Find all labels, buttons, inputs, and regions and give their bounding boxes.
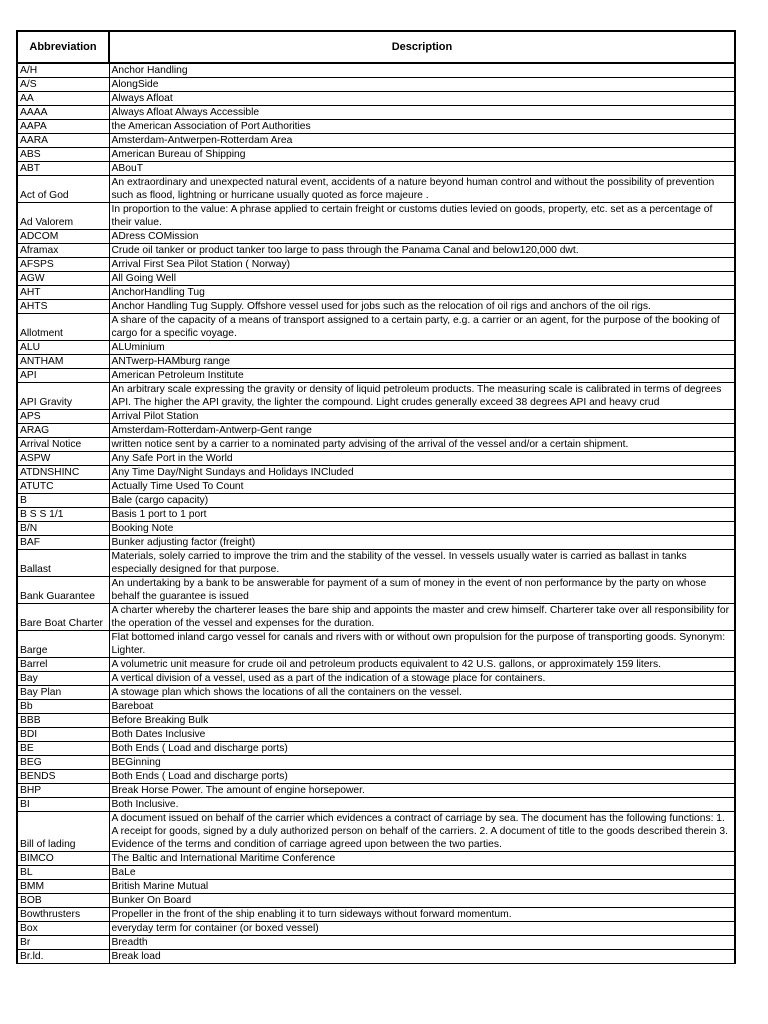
- abbreviation-cell: BE: [17, 742, 109, 756]
- description-cell: ALUminium: [109, 341, 735, 355]
- abbreviation-cell: BMM: [17, 880, 109, 894]
- table-row: [17, 424, 735, 438]
- abbreviation-cell: Bay: [17, 672, 109, 686]
- abbreviation-cell: AHT: [17, 286, 109, 300]
- description-cell: Booking Note: [109, 522, 735, 536]
- abbreviation-cell: BIMCO: [17, 852, 109, 866]
- abbreviation-cell: BL: [17, 866, 109, 880]
- table-row: [17, 106, 735, 120]
- table-row: [17, 770, 735, 784]
- table-row: [17, 894, 735, 908]
- description-cell: the American Association of Port Authorities: [109, 120, 735, 134]
- abbreviation-cell: BAF: [17, 536, 109, 550]
- abbreviation-cell: BBB: [17, 714, 109, 728]
- abbreviation-cell: Barrel: [17, 658, 109, 672]
- table-row: [17, 866, 735, 880]
- abbreviation-cell: AHTS: [17, 300, 109, 314]
- description-cell: Break load: [109, 950, 735, 964]
- description-column-header: Description: [109, 31, 735, 63]
- abbreviations-table: [16, 30, 736, 964]
- description-cell: Bale (cargo capacity): [109, 494, 735, 508]
- description-cell: Before Breaking Bulk: [109, 714, 735, 728]
- abbreviation-cell: Ballast: [17, 550, 109, 577]
- description-cell: Breadth: [109, 936, 735, 950]
- description-cell: Always Afloat Always Accessible: [109, 106, 735, 120]
- abbreviation-cell: AAAA: [17, 106, 109, 120]
- description-cell: A volumetric unit measure for crude oil and petroleum products equivalent to 42 U.S. gallons, or approximately 159 liters.: [109, 658, 735, 672]
- description-cell: Materials, solely carried to improve the trim and the stability of the vessel. In vessels usually water is carried as ballast in tanks especially designed for that purpose.: [109, 550, 735, 577]
- table-row: [17, 936, 735, 950]
- table-row: [17, 438, 735, 452]
- description-cell: AnchorHandling Tug: [109, 286, 735, 300]
- table-row: [17, 300, 735, 314]
- table-row: [17, 120, 735, 134]
- table-row: [17, 272, 735, 286]
- abbreviation-cell: ADCOM: [17, 230, 109, 244]
- description-cell: AlongSide: [109, 78, 735, 92]
- table-row: [17, 92, 735, 106]
- abbreviation-cell: Barge: [17, 631, 109, 658]
- description-cell: Bunker adjusting factor (freight): [109, 536, 735, 550]
- description-cell: Both Inclusive.: [109, 798, 735, 812]
- table-row: [17, 244, 735, 258]
- table-row: [17, 508, 735, 522]
- abbreviation-cell: A/S: [17, 78, 109, 92]
- description-cell: ABouT: [109, 162, 735, 176]
- abbreviation-cell: B: [17, 494, 109, 508]
- table-row: [17, 658, 735, 672]
- table-row: [17, 522, 735, 536]
- table-row: [17, 714, 735, 728]
- abbreviation-cell: Ad Valorem: [17, 203, 109, 230]
- table-row: [17, 410, 735, 424]
- description-cell: Always Afloat: [109, 92, 735, 106]
- abbreviation-cell: Br.ld.: [17, 950, 109, 964]
- abbreviation-cell: Bank Guarantee: [17, 577, 109, 604]
- abbreviation-cell: API Gravity: [17, 383, 109, 410]
- description-cell: American Petroleum Institute: [109, 369, 735, 383]
- abbreviation-cell: ALU: [17, 341, 109, 355]
- description-cell: Amsterdam-Antwerpen-Rotterdam Area: [109, 134, 735, 148]
- table-row: [17, 314, 735, 341]
- description-cell: An extraordinary and unexpected natural event, accidents of a nature beyond human control and without the possibility of prevention such as flood, lightning or hurricane usually quoted as force majeure .: [109, 176, 735, 203]
- abbreviation-cell: ATDNSHINC: [17, 466, 109, 480]
- table-row: [17, 631, 735, 658]
- description-cell: In proportion to the value: A phrase applied to certain freight or customs duties levied on goods, property, etc. set as a percentage of their value.: [109, 203, 735, 230]
- description-cell: Flat bottomed inland cargo vessel for canals and rivers with or without own propulsion for the purpose of transporting goods. Synonym: Lighter.: [109, 631, 735, 658]
- table-row: [17, 148, 735, 162]
- table-row: [17, 452, 735, 466]
- table-row: [17, 78, 735, 92]
- description-cell: everyday term for container (or boxed vessel): [109, 922, 735, 936]
- table-row: [17, 880, 735, 894]
- table-row: [17, 494, 735, 508]
- description-cell: An arbitrary scale expressing the gravity or density of liquid petroleum products. The measuring scale is calibrated in terms of degrees API. The higher the API gravity, the lighter the compound. Light crudes generally exceed 38 degrees API and heavy crud: [109, 383, 735, 410]
- description-cell: written notice sent by a carrier to a nominated party advising of the arrival of the vessel and/or a certain shipment.: [109, 438, 735, 452]
- abbreviation-cell: BOB: [17, 894, 109, 908]
- description-cell: A share of the capacity of a means of transport assigned to a certain party, e.g. a carrier or an agent, for the purpose of the booking of cargo for a specific voyage.: [109, 314, 735, 341]
- description-cell: BaLe: [109, 866, 735, 880]
- table-row: [17, 700, 735, 714]
- table-row: [17, 756, 735, 770]
- table-row: [17, 162, 735, 176]
- table-row: [17, 950, 735, 964]
- table-row: [17, 672, 735, 686]
- table-row: [17, 134, 735, 148]
- abbreviation-column-header: Abbreviation: [17, 31, 109, 63]
- abbreviation-cell: A/H: [17, 63, 109, 78]
- description-cell: ADress COMission: [109, 230, 735, 244]
- table-row: [17, 203, 735, 230]
- description-cell: Basis 1 port to 1 port: [109, 508, 735, 522]
- table-row: [17, 686, 735, 700]
- table-row: [17, 577, 735, 604]
- table-row: [17, 63, 735, 78]
- description-cell: Crude oil tanker or product tanker too large to pass through the Panama Canal and below120,000 dwt.: [109, 244, 735, 258]
- table-row: [17, 536, 735, 550]
- abbreviation-cell: ABS: [17, 148, 109, 162]
- table-row: [17, 369, 735, 383]
- abbreviation-cell: Bare Boat Charter: [17, 604, 109, 631]
- abbreviation-cell: BI: [17, 798, 109, 812]
- abbreviation-cell: AGW: [17, 272, 109, 286]
- table-row: [17, 176, 735, 203]
- table-row: [17, 604, 735, 631]
- description-cell: Both Dates Inclusive: [109, 728, 735, 742]
- abbreviation-cell: Bowthrusters: [17, 908, 109, 922]
- abbreviation-cell: BEG: [17, 756, 109, 770]
- abbreviation-cell: Arrival Notice: [17, 438, 109, 452]
- description-cell: Anchor Handling: [109, 63, 735, 78]
- description-cell: A vertical division of a vessel, used as a part of the indication of a stowage place for containers.: [109, 672, 735, 686]
- table-row: [17, 922, 735, 936]
- description-cell: An undertaking by a bank to be answerable for payment of a sum of money in the event of non performance by the party on whose behalf the guarantee is issued: [109, 577, 735, 604]
- abbreviation-cell: Bb: [17, 700, 109, 714]
- description-cell: ANTwerp-HAMburg range: [109, 355, 735, 369]
- abbreviation-cell: ANTHAM: [17, 355, 109, 369]
- description-cell: Propeller in the front of the ship enabling it to turn sideways without forward momentum.: [109, 908, 735, 922]
- abbreviation-cell: Allotment: [17, 314, 109, 341]
- abbreviation-cell: API: [17, 369, 109, 383]
- table-row: [17, 550, 735, 577]
- description-cell: Both Ends ( Load and discharge ports): [109, 742, 735, 756]
- abbreviation-cell: APS: [17, 410, 109, 424]
- abbreviation-cell: AFSPS: [17, 258, 109, 272]
- description-cell: Any Time Day/Night Sundays and Holidays INCluded: [109, 466, 735, 480]
- abbreviation-cell: B S S 1/1: [17, 508, 109, 522]
- abbreviation-cell: BHP: [17, 784, 109, 798]
- description-cell: Bareboat: [109, 700, 735, 714]
- abbreviation-cell: Box: [17, 922, 109, 936]
- table-row: [17, 784, 735, 798]
- abbreviation-cell: Aframax: [17, 244, 109, 258]
- abbreviation-cell: BDI: [17, 728, 109, 742]
- table-row: [17, 852, 735, 866]
- table-row: [17, 466, 735, 480]
- description-cell: A document issued on behalf of the carrier which evidences a contract of carriage by sea. The document has the following functions: 1. A receipt for goods, signed by a duly authorized person on behalf of the carriers. 2. A document of title to the goods described therein 3. Evidence of the terms and condition of carriage agreed upon between the two parties.: [109, 812, 735, 852]
- description-cell: The Baltic and International Maritime Conference: [109, 852, 735, 866]
- description-cell: Amsterdam-Rotterdam-Antwerp-Gent range: [109, 424, 735, 438]
- abbreviation-cell: ABT: [17, 162, 109, 176]
- description-cell: Actually Time Used To Count: [109, 480, 735, 494]
- abbreviation-cell: B/N: [17, 522, 109, 536]
- table-body: [17, 63, 735, 964]
- table-row: [17, 480, 735, 494]
- abbreviation-cell: Bill of lading: [17, 812, 109, 852]
- description-cell: A stowage plan which shows the locations of all the containers on the vessel.: [109, 686, 735, 700]
- table-row: [17, 742, 735, 756]
- table-row: [17, 383, 735, 410]
- abbreviation-cell: AA: [17, 92, 109, 106]
- abbreviation-cell: ASPW: [17, 452, 109, 466]
- description-cell: Both Ends ( Load and discharge ports): [109, 770, 735, 784]
- description-cell: American Bureau of Shipping: [109, 148, 735, 162]
- description-cell: Any Safe Port in the World: [109, 452, 735, 466]
- table-row: [17, 812, 735, 852]
- table-row: [17, 908, 735, 922]
- abbreviation-cell: Bay Plan: [17, 686, 109, 700]
- abbreviation-cell: Br: [17, 936, 109, 950]
- description-cell: Bunker On Board: [109, 894, 735, 908]
- description-cell: Arrival First Sea Pilot Station ( Norway): [109, 258, 735, 272]
- description-cell: All Going Well: [109, 272, 735, 286]
- abbreviation-cell: BENDS: [17, 770, 109, 784]
- description-cell: Break Horse Power. The amount of engine horsepower.: [109, 784, 735, 798]
- description-cell: Arrival Pilot Station: [109, 410, 735, 424]
- description-cell: Anchor Handling Tug Supply. Offshore vessel used for jobs such as the relocation of oil rigs and anchors of the oil rigs.: [109, 300, 735, 314]
- table-row: [17, 230, 735, 244]
- description-cell: BEGinning: [109, 756, 735, 770]
- table-row: [17, 258, 735, 272]
- abbreviation-cell: ATUTC: [17, 480, 109, 494]
- description-cell: A charter whereby the charterer leases the bare ship and appoints the master and crew himself. Charterer take over all responsibility for the operation of the vessel and expenses for the duration.: [109, 604, 735, 631]
- table-row: [17, 355, 735, 369]
- table-row: [17, 341, 735, 355]
- description-cell: British Marine Mutual: [109, 880, 735, 894]
- table-row: [17, 286, 735, 300]
- abbreviation-cell: AAPA: [17, 120, 109, 134]
- abbreviation-cell: ARAG: [17, 424, 109, 438]
- abbreviation-cell: Act of God: [17, 176, 109, 203]
- table-row: [17, 798, 735, 812]
- header-row: [17, 31, 735, 63]
- abbreviation-cell: AARA: [17, 134, 109, 148]
- table-row: [17, 728, 735, 742]
